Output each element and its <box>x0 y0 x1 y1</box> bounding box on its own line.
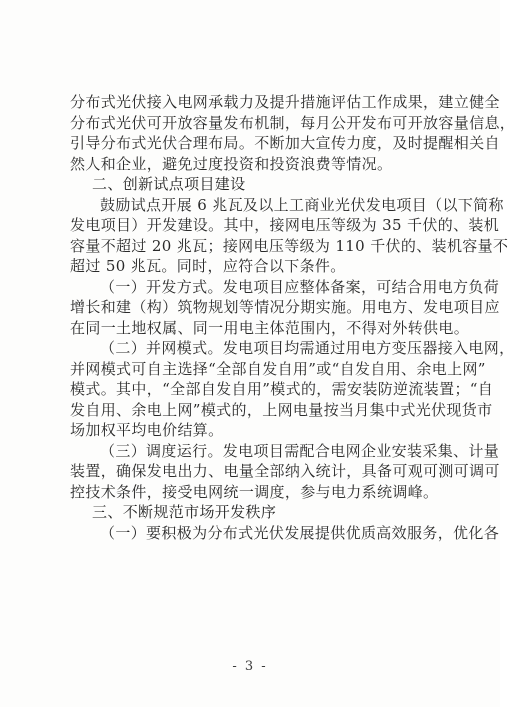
page-number: - 3 - <box>232 659 268 674</box>
paragraph-line: 控技术条件，接受电网统一调度，参与电力系统调峰。 <box>70 482 439 501</box>
paragraph-line: 容量不超过 20 兆瓦；接网电压等级为 110 千伏的、装机容量不 <box>70 236 509 255</box>
paragraph-line: 并网模式可自主选择“全部自发自用”或“自发自用、余电上网” <box>70 359 486 378</box>
paragraph-line: 模式。其中，“全部自发自用”模式的，需安装防逆流装置；“自 <box>70 380 494 398</box>
paragraph-line: （三）调度运行。发电项目需配合电网企业安装采集、计量 <box>100 441 500 460</box>
paragraph-line: 分布式光伏接入电网承载力及提升措施评估工作成果，建立健全 <box>70 93 500 111</box>
paragraph-line: 引导分布式光伏合理布局。不断加大宣传力度，及时提醒相关自 <box>70 134 500 152</box>
paragraph-line: 增长和建（构）筑物规划等情况分期实施。用电方、发电项目应 <box>70 298 500 316</box>
paragraph-line: 分布式光伏可开放容量发布机制，每月公开发布可开放容量信息， <box>70 113 515 132</box>
paragraph-line: 发自用、余电上网”模式的，上网电量按当月集中式光伏现货市 <box>70 400 493 419</box>
section-heading-3: 三、不断规范市场开发秩序 <box>92 503 277 521</box>
paragraph-line: （二）并网模式。发电项目均需通过用电方变压器接入电网， <box>100 339 515 357</box>
paragraph-line: 在同一土地权属、同一用电主体范围内，不得对外转供电。 <box>70 318 470 337</box>
paragraph-line: 然人和企业，避免过度投资和投资浪费等情况。 <box>70 154 393 173</box>
paragraph-line: （一）开发方式。发电项目应整体备案，可结合用电方负荷 <box>100 277 500 296</box>
section-heading-2: 二、创新试点项目建设 <box>92 175 246 193</box>
paragraph-line: 场加权平均电价结算。 <box>70 421 224 439</box>
paragraph-line: 鼓励试点开展 6 兆瓦及以上工商业光伏发电项目（以下简称 <box>100 195 504 214</box>
paragraph-line: 装置，确保发电出力、电量全部纳入统计，具备可观可测可调可 <box>70 462 500 480</box>
paragraph-line: 发电项目）开发建设。其中，接网电压等级为 35 千伏的、装机 <box>70 216 500 234</box>
document-body <box>70 92 515 543</box>
paragraph-line: 超过 50 兆瓦。同时，应符合以下条件。 <box>70 257 346 275</box>
paragraph-line: （一）要积极为分布式光伏发展提供优质高效服务，优化各 <box>100 523 500 542</box>
